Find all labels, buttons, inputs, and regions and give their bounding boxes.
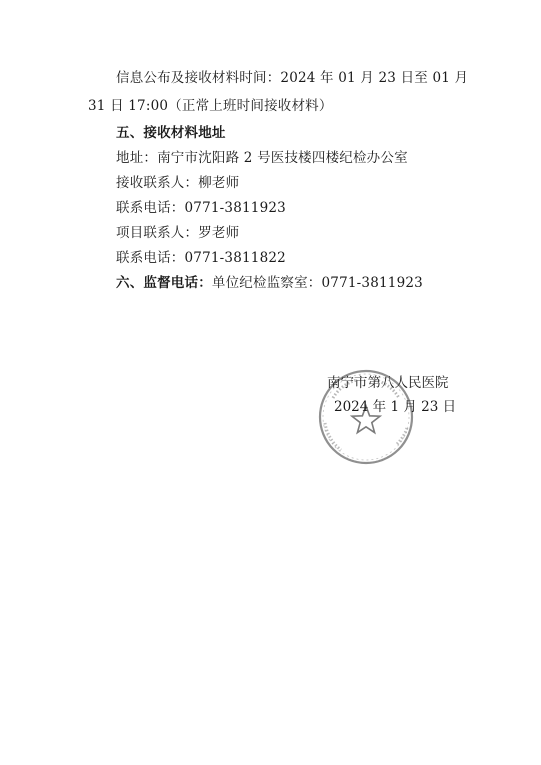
section-6-line <box>116 271 423 291</box>
receiver-contact-line: 接收联系人：柳老师 <box>116 175 240 191</box>
receiver-phone-line: 联系电话：0771-3811923 <box>116 200 286 216</box>
signature-org: 南宁市第八人民医院 <box>327 375 449 391</box>
info-time-line-2: 31 日 17:00（正常上班时间接收材料） <box>88 98 333 114</box>
section-5-heading: 五、接收材料地址 <box>116 125 226 141</box>
section-6-label: 六、监督电话： <box>116 275 212 291</box>
project-phone-line: 联系电话：0771-3811822 <box>116 250 286 266</box>
address-line: 地址：南宁市沈阳路 2 号医技楼四楼纪检办公室 <box>116 150 408 166</box>
section-6-value: 单位纪检监察室：0771-3811923 <box>211 275 423 291</box>
signature-date: 2024 年 1 月 23 日 <box>334 399 457 415</box>
info-time-line-1: 信息公布及接收材料时间：2024 年 01 月 23 日至 01 月 <box>116 70 469 86</box>
project-contact-line: 项目联系人：罗老师 <box>116 225 240 241</box>
